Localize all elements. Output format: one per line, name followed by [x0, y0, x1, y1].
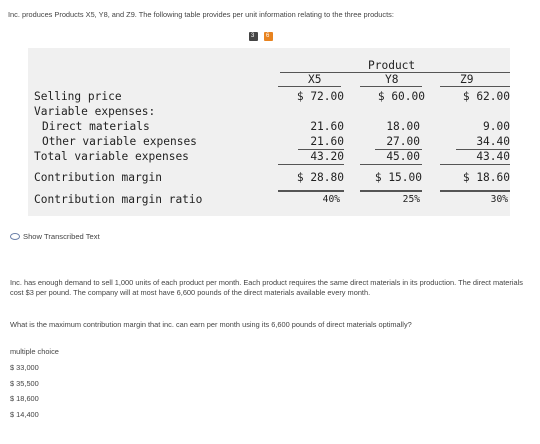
table-cell: 27.00 [386, 135, 420, 148]
show-transcribed-label: Show Transcribed Text [23, 232, 100, 241]
table-cell: $ 62.00 [462, 90, 510, 103]
table-cell: 40% [322, 194, 340, 205]
table-cell: $ 60.00 [377, 90, 425, 103]
row-label: Direct materials [42, 120, 150, 133]
row-label: Contribution margin ratio [34, 193, 203, 206]
choice-option[interactable]: $ 33,000 [10, 363, 39, 372]
col-rule [278, 86, 341, 87]
ratio-rule [360, 190, 422, 192]
ratio-rule [278, 190, 344, 192]
choice-option[interactable]: $ 18,600 [10, 394, 39, 403]
col-rule [440, 86, 510, 87]
table-cell: 21.60 [310, 135, 344, 148]
table-cell: 30% [490, 194, 508, 205]
col-header-x5: X5 [308, 73, 322, 86]
table-cell: 21.60 [310, 120, 344, 133]
table-cell: 43.20 [310, 150, 344, 163]
choice-option[interactable]: $ 35,500 [10, 379, 39, 388]
table-cell: 43.40 [476, 150, 510, 163]
total-rule [278, 164, 344, 165]
ratio-rule [440, 190, 510, 192]
table-cell: 9.00 [483, 120, 510, 133]
image-thumbnail-icon[interactable]: 3 [249, 32, 258, 41]
show-transcribed-link[interactable] [10, 232, 100, 241]
table-cell: 45.00 [386, 150, 420, 163]
total-rule [440, 164, 510, 165]
multiple-choice-header: multiple choice [10, 347, 59, 356]
table-cell: 34.40 [476, 135, 510, 148]
row-label: Variable expenses: [34, 105, 156, 118]
table-cell: $ 18.60 [462, 171, 510, 184]
col-header-z9: Z9 [460, 73, 474, 86]
table-cell: $ 28.80 [296, 171, 344, 184]
product-group-header: Product [368, 59, 416, 72]
row-label: Total variable expenses [34, 150, 189, 163]
table-cell: $ 15.00 [374, 171, 422, 184]
col-header-y8: Y8 [385, 73, 399, 86]
table-cell: 25% [402, 194, 420, 205]
eye-icon [10, 233, 20, 240]
choice-option[interactable]: $ 14,400 [10, 410, 39, 419]
row-label: Other variable expenses [42, 135, 197, 148]
col-rule [360, 86, 422, 87]
image-thumbnail-icon[interactable]: 6 [264, 32, 273, 41]
row-label: Selling price [34, 90, 122, 103]
table-cell: 18.00 [386, 120, 420, 133]
row-label: Contribution margin [34, 171, 162, 184]
problem-paragraph: Inc. has enough demand to sell 1,000 units of each product per month. Each product requires the same direct materials in its production. The direct materials cost $3 per pound. The company will at most have 6,600 pounds of the direct materials available every month. [10, 278, 523, 297]
intro-text: Inc. produces Products X5, Y8, and Z9. The following table provides per unit information relating to the three products: [8, 10, 394, 19]
question-text: What is the maximum contribution margin that inc. can earn per month using its 6,600 pounds of direct materials optimally? [10, 320, 412, 329]
table-cell: $ 72.00 [296, 90, 344, 103]
total-rule [360, 164, 422, 165]
table-image [28, 48, 510, 216]
